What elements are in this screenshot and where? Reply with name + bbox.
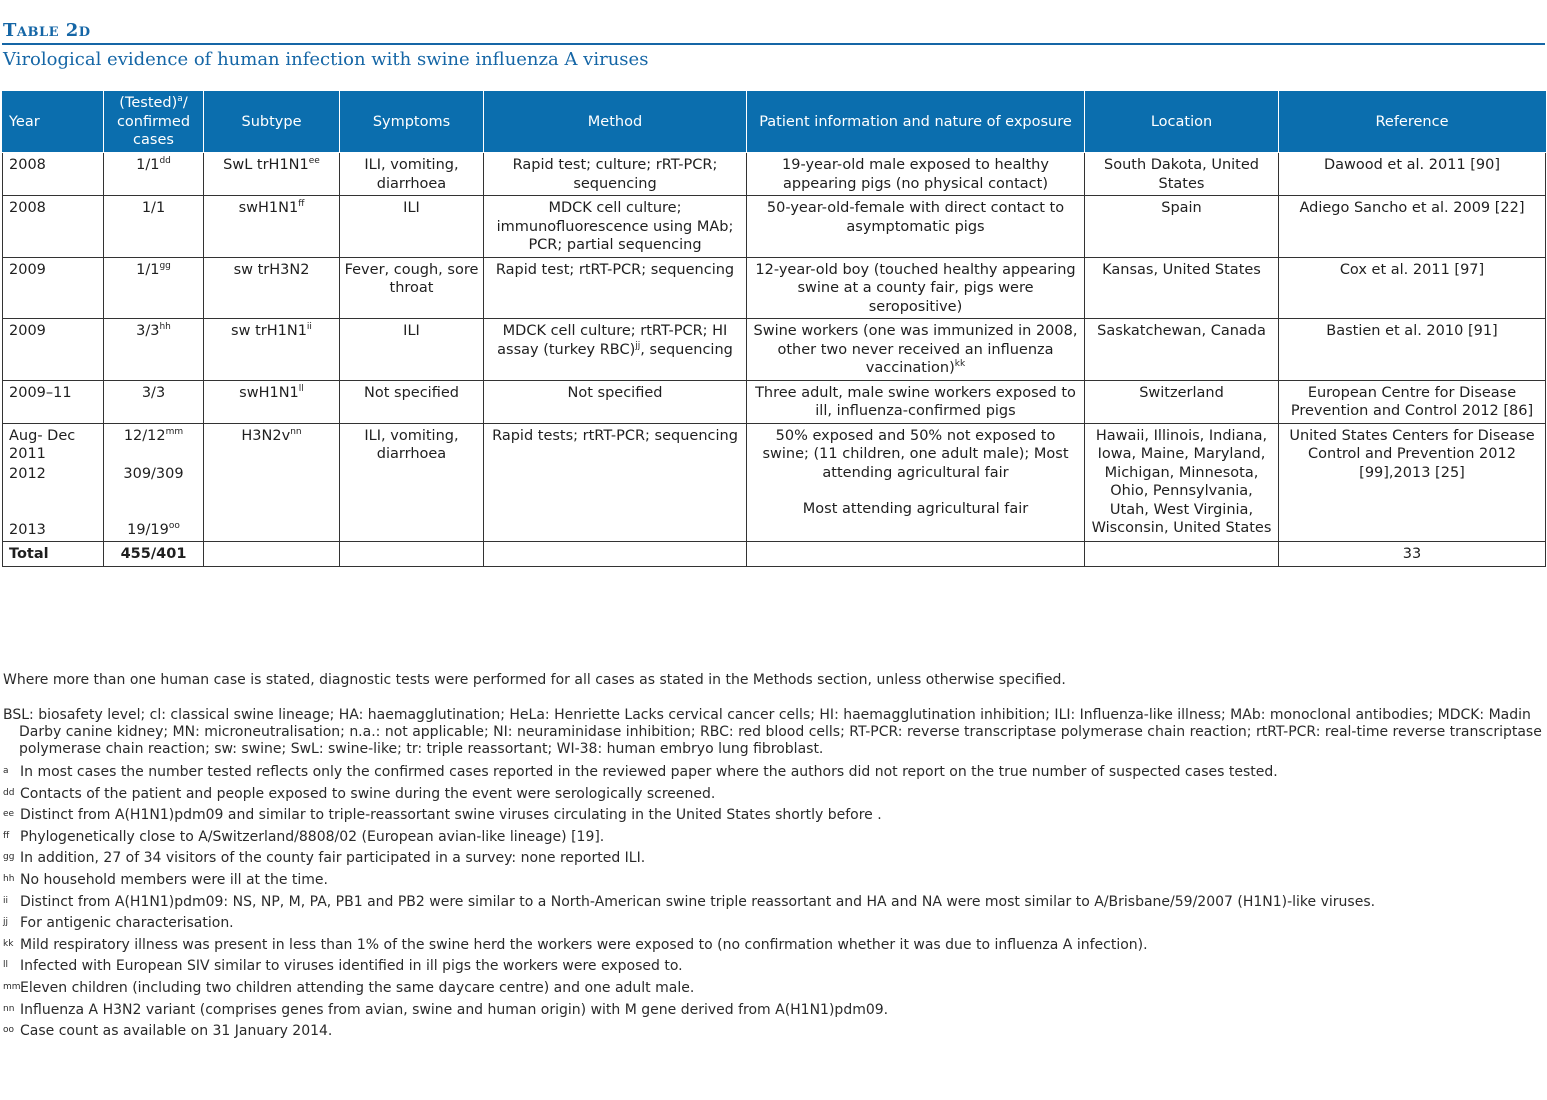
footnote: [3, 786, 1543, 803]
cases-footnote-mark: dd: [159, 156, 171, 167]
patient-entry: Most attending agricultural fair: [802, 501, 1029, 517]
table-row: [3, 196, 1546, 258]
year-entry: Aug- Dec 2011: [9, 427, 76, 462]
cell-cases: [104, 196, 204, 258]
cell-reference: United States Centers for Disease Control and Prevention 2012 [99],2013 [25]: [1279, 423, 1546, 542]
footnote-mark: kk: [3, 938, 14, 949]
patient-value: 50-year-old-female with direct contact to asymptomatic pigs: [766, 200, 1065, 235]
method-footnote-mark: jj: [635, 340, 641, 351]
footnote: [3, 764, 1543, 781]
table-row: [3, 380, 1546, 423]
subtype-value: SwL trH1N1: [223, 157, 309, 173]
header-cases-sup: a: [177, 94, 183, 105]
header-cases-pre: (Tested): [119, 95, 178, 112]
cell-total-reference: 33: [1279, 542, 1546, 567]
cases-value: 12/12: [123, 427, 166, 444]
subtype-value: sw trH3N2: [233, 261, 310, 278]
footnote: [3, 958, 1543, 975]
subtype-footnote-mark: ii: [306, 322, 312, 333]
footnote-text: Distinct from A(H1N1)pdm09: NS, NP, M, PA, PB1 and PB2 were similar to a North-American swine triple reassortant and HA and NA were most similar to A/Brisbane/59/2007 (H1N1)-like viruses.: [20, 893, 1376, 910]
subtype-footnote-mark: ee: [308, 156, 320, 167]
cell-subtype: [204, 257, 340, 319]
patient-entry: 50% exposed and 50% not exposed to swine; (11 children, one adult male); Most attending agricultural fair: [762, 427, 1069, 481]
notes-lead: Where more than one human case is stated, diagnostic tests were performed for all cases as stated in the Methods section, unless otherwise specified.: [3, 672, 1066, 688]
footnote-mark: ll: [3, 960, 9, 971]
footnote-text: Phylogenetically close to A/Switzerland/8808/02 (European avian-like lineage) [19].: [20, 828, 605, 845]
table-row: [3, 257, 1546, 319]
cell-cases: [104, 423, 204, 542]
method-value: MDCK cell culture; rtRT-PCR; HI assay (turkey RBC): [497, 323, 728, 358]
cell-patient: [747, 423, 1085, 542]
cell-location: Switzerland: [1085, 380, 1279, 423]
cell-total-cases: 455/401: [104, 542, 204, 567]
method-value: MDCK cell culture; immunofluorescence using MAb; PCR; partial sequencing: [496, 200, 734, 253]
cell-year: 2009: [3, 257, 104, 319]
patient-value: 12-year-old boy (touched healthy appearing swine at a county fair, pigs were seropositive): [755, 261, 1076, 315]
cell-year: 2009: [3, 319, 104, 381]
cell-empty: [747, 542, 1085, 567]
cell-symptoms: ILI: [340, 319, 484, 381]
cell-year: 2009–11: [3, 380, 104, 423]
cell-year: 2008: [3, 153, 104, 196]
cell-symptoms: Not specified: [340, 380, 484, 423]
cell-year: [3, 423, 104, 542]
cell-reference: Adiego Sancho et al. 2009 [22]: [1279, 196, 1546, 258]
cell-symptoms: Fever, cough, sore throat: [340, 257, 484, 319]
footnote-text: Infected with European SIV similar to viruses identified in ill pigs the workers were exposed to.: [20, 958, 683, 975]
cell-patient: [747, 319, 1085, 381]
cases-value: 1/1: [141, 200, 166, 216]
subtype-value: sw trH1N1: [231, 323, 307, 339]
cell-subtype: [204, 423, 340, 542]
method-value: Rapid test; culture; rRT-PCR; sequencing: [512, 157, 718, 192]
footnote-text: In addition, 27 of 34 visitors of the county fair participated in a survey: none reported ILI.: [20, 850, 646, 867]
cases-value: 309/309: [123, 465, 184, 482]
table-row-h3n2v: [3, 423, 1546, 542]
cell-patient: [747, 380, 1085, 423]
cases-footnote-mark: oo: [168, 520, 180, 531]
footnote: [3, 915, 1543, 932]
method-value: Rapid test; rtRT-PCR; sequencing: [495, 261, 735, 278]
cell-reference: Cox et al. 2011 [97]: [1279, 257, 1546, 319]
cell-subtype: [204, 153, 340, 196]
cell-method: [484, 319, 747, 381]
header-patient: Patient information and nature of exposure: [747, 92, 1085, 153]
footnote-mark: jj: [3, 917, 9, 928]
cases-value: 3/3: [136, 323, 160, 339]
footnote-mark: nn: [3, 1003, 15, 1014]
header-cases-post: / confirmed cases: [116, 95, 191, 149]
cell-symptoms: ILI, vomiting, diarrhoea: [340, 423, 484, 542]
footnote: [3, 850, 1543, 867]
cases-value: 3/3: [141, 384, 166, 401]
footnote: [3, 980, 1543, 997]
footnote-mark: ee: [3, 809, 15, 820]
total-row: [3, 542, 1546, 567]
footnote-text: Distinct from A(H1N1)pdm09 and similar to triple-reassortant swine viruses circulating in the United States shortly before .: [20, 807, 882, 824]
cell-method: Rapid tests; rtRT-PCR; sequencing: [484, 423, 747, 542]
cell-location: Saskatchewan, Canada: [1085, 319, 1279, 381]
header-symptoms: Symptoms: [340, 92, 484, 153]
cell-patient: [747, 153, 1085, 196]
footnote-text: Mild respiratory illness was present in less than 1% of the swine herd the workers were exposed to (no confirmation whether it was due to influenza A infection).: [20, 936, 1148, 953]
evidence-table: [2, 91, 1546, 567]
footnote-text: Influenza A H3N2 variant (comprises genes from avian, swine and human origin) with M gene derived from A(H1N1)pdm09.: [20, 1001, 889, 1018]
cell-method: [484, 257, 747, 319]
cell-empty: [1085, 542, 1279, 567]
cell-location: South Dakota, United States: [1085, 153, 1279, 196]
footnote-mark: hh: [3, 873, 15, 884]
cell-location: Hawaii, Illinois, Indiana, Iowa, Maine, Maryland, Michigan, Minnesota, Ohio, Pennsylvania, Utah, West Virginia, Wisconsin, United States: [1085, 423, 1279, 542]
subtype-value: swH1N1: [239, 384, 299, 401]
cases-footnote-mark: gg: [159, 260, 171, 271]
cell-total-label: Total: [3, 542, 104, 567]
footnote-text: Contacts of the patient and people exposed to swine during the event were serologically screened.: [20, 785, 716, 802]
year-entry: 2013: [9, 521, 46, 538]
cases-entry: [108, 521, 199, 540]
patient-value: Swine workers (one was immunized in 2008, other two never received an influenza vaccination): [753, 323, 1078, 376]
footnote-text: Case count as available on 31 January 2014.: [20, 1023, 333, 1040]
header-row: [3, 92, 1546, 153]
footnote-mark: gg: [3, 852, 15, 863]
footnote-text: Eleven children (including two children attending the same daycare centre) and one adult male.: [20, 979, 695, 996]
cell-cases: [104, 319, 204, 381]
subtype-value: swH1N1: [238, 200, 299, 216]
cell-reference: Bastien et al. 2010 [91]: [1279, 319, 1546, 381]
table-row: [3, 319, 1546, 381]
footnote: [3, 1002, 1543, 1019]
cell-empty: [484, 542, 747, 567]
method-tail: , sequencing: [640, 341, 733, 358]
cases-entry: [108, 427, 199, 465]
cell-symptoms: ILI: [340, 196, 484, 258]
footnote: [3, 872, 1543, 889]
footnote-mark: a: [3, 766, 9, 776]
cases-entry: [108, 465, 199, 484]
header-reference: Reference: [1279, 92, 1546, 153]
table-label: Table 2d: [3, 20, 91, 41]
cell-reference: European Centre for Disease Prevention and Control 2012 [86]: [1279, 380, 1546, 423]
patient-footnote-mark: kk: [954, 359, 966, 370]
cases-footnote-mark: mm: [165, 426, 184, 437]
footnote: [3, 894, 1543, 911]
footnote-mark: oo: [3, 1025, 15, 1036]
header-cases: [104, 92, 204, 153]
table-title: Virological evidence of human infection with swine influenza A viruses: [3, 49, 649, 70]
cases-value: 1/1: [136, 157, 160, 173]
footnote: [3, 1023, 1543, 1040]
cell-empty: [340, 542, 484, 567]
title-divider: [2, 43, 1545, 45]
cell-subtype: [204, 319, 340, 381]
header-year: Year: [3, 92, 104, 153]
table-notes: [3, 672, 1543, 1045]
abbreviations-note: BSL: biosafety level; cl: classical swine lineage; HA: haemagglutination; HeLa: Henriette Lacks cervical cancer cells; HI: haemagglutination inhibition; ILI: Influenza-like illness; MAb: monoclonal antibodies; MDCK: Madin Darby canine kidney; MN: microneutralisation; n.a.: not applicable; NI: neuraminidase inhibition; RBC: red blood cells; RT-PCR: reverse transcriptase polymerase chain reaction; rtRT-PCR: real-time reverse transcriptase polymerase chain reaction; sw: swine; SwL: swine-like; tr: triple reassortant; WI-38: human embryo lung fibroblast.: [3, 707, 1542, 757]
cell-method: [484, 196, 747, 258]
cell-cases: [104, 153, 204, 196]
cell-patient: [747, 257, 1085, 319]
footnote-mark: ff: [3, 830, 10, 841]
table-row: [3, 153, 1546, 196]
cell-cases: [104, 380, 204, 423]
cell-reference: Dawood et al. 2011 [90]: [1279, 153, 1546, 196]
cell-method: [484, 380, 747, 423]
subtype-footnote-mark: ll: [298, 383, 304, 394]
cell-location: Spain: [1085, 196, 1279, 258]
footnote-mark: dd: [3, 787, 15, 798]
footnote: [3, 829, 1543, 846]
patient-value: 19-year-old male exposed to healthy appearing pigs (no physical contact): [782, 157, 1049, 192]
cell-method: [484, 153, 747, 196]
footnote-mark: ii: [3, 895, 9, 906]
footnote: [3, 807, 1543, 824]
footnote-text: No household members were ill at the time.: [20, 871, 328, 888]
header-method: Method: [484, 92, 747, 153]
cell-location: Kansas, United States: [1085, 257, 1279, 319]
cell-patient: [747, 196, 1085, 258]
cell-symptoms: ILI, vomiting, diarrhoea: [340, 153, 484, 196]
cell-year: 2008: [3, 196, 104, 258]
subtype-footnote-mark: ff: [298, 199, 305, 210]
patient-value: Three adult, male swine workers exposed to ill, influenza-confirmed pigs: [755, 384, 1076, 419]
footnote-text: In most cases the number tested reflects only the confirmed cases reported in the reviewed paper where the authors did not report on the true number of suspected cases tested.: [20, 764, 1278, 780]
cell-empty: [204, 542, 340, 567]
cell-cases: [104, 257, 204, 319]
cases-footnote-mark: hh: [159, 322, 171, 333]
year-entry: 2012: [9, 465, 46, 482]
subtype-footnote-mark: nn: [290, 426, 302, 437]
subtype-value: H3N2v: [241, 427, 291, 444]
header-subtype: Subtype: [204, 92, 340, 153]
footnote-mark: mm: [3, 981, 21, 992]
cell-subtype: [204, 196, 340, 258]
footnote-text: For antigenic characterisation.: [20, 915, 234, 932]
cell-subtype: [204, 380, 340, 423]
cases-value: 1/1: [136, 261, 160, 278]
header-location: Location: [1085, 92, 1279, 153]
footnote: [3, 937, 1543, 954]
method-value: Not specified: [567, 384, 663, 401]
cases-value: 19/19: [127, 521, 169, 538]
